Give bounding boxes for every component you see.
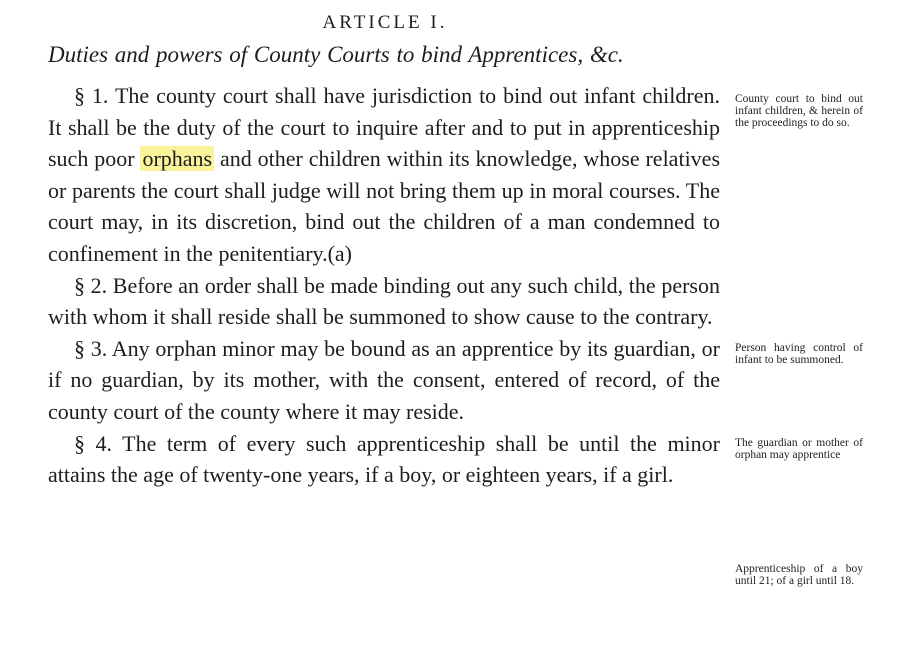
section-3: § 3. Any orphan minor may be bound as an apprentice by its guardian, or if no guardian, by its mother, with the consent, entered of record, of the county court of the county where it may reside. bbox=[48, 335, 720, 424]
margin-note-section-1: County court to bind out infant children, & herein of the proceedings to do so. bbox=[735, 93, 863, 130]
section-4: § 4. The term of every such apprenticeship shall be until the minor attains the age of twenty-one years, if a boy, or eighteen years, if a girl. bbox=[48, 430, 720, 488]
article-subtitle: Duties and powers of County Courts to bind Apprentices, &c. bbox=[48, 42, 624, 67]
margin-note-section-2: Person having control of infant to be summoned. bbox=[735, 342, 863, 367]
section-2: § 2. Before an order shall be made binding out any such child, the person with whom it shall reside shall be summoned to show cause to the contrary. bbox=[48, 272, 720, 330]
margin-note-section-3: The guardian or mother of orphan may apprentice bbox=[735, 437, 863, 462]
section-1 bbox=[48, 80, 720, 270]
section-1-text-start: § 1. The county court shall have jurisdiction to bind out infant children. It shall be the duty of the court to inquire after and to put in apprenticeship such poor bbox=[48, 83, 720, 172]
section-1-text-end: and other children within its knowledge, whose relatives or parents the court shall judge will not bring them up in moral courses. The court may, in its discretion, bind out the children of a man condemned to confinement in the penitentiary.(a) bbox=[48, 146, 721, 266]
article-title: ARTICLE I. bbox=[322, 12, 448, 33]
highlighted-term[interactable]: orphans bbox=[142, 146, 213, 172]
margin-note-section-4: Apprenticeship of a boy until 21; of a girl until 18. bbox=[735, 563, 863, 588]
statute-body bbox=[48, 80, 720, 491]
